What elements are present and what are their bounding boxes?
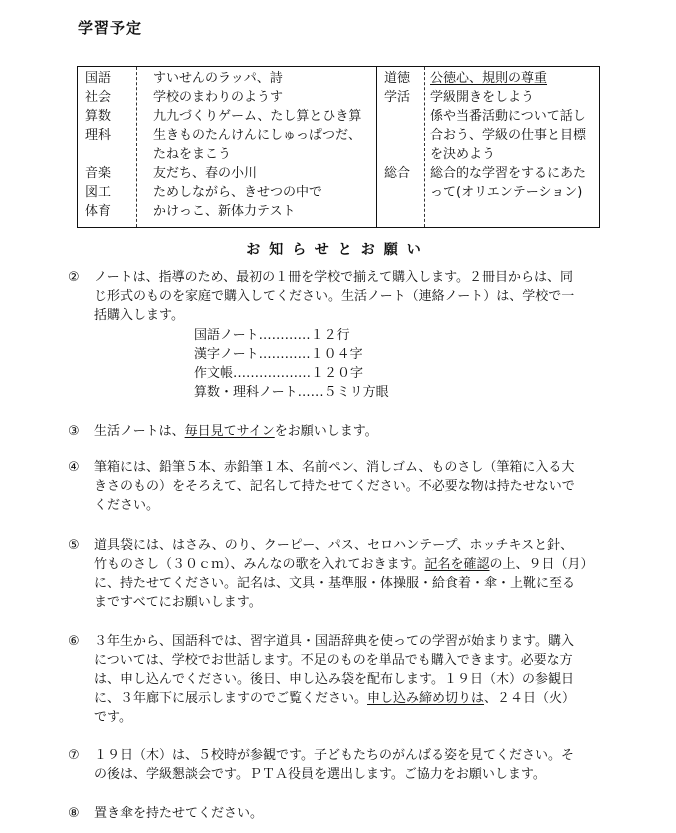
subject-label: 総合 — [384, 166, 411, 181]
subject-content: 生きものたんけんにしゅっぱつだ、 — [153, 128, 362, 143]
subject-content: すいせんのラッパ、詩 — [153, 71, 283, 86]
subject-label: 図工 — [85, 185, 112, 200]
notice-item — [68, 804, 613, 824]
schedule-row — [78, 69, 599, 88]
item-number: ② — [68, 270, 80, 285]
item-text — [94, 804, 613, 823]
schedule-row — [78, 107, 599, 126]
notebook-list — [194, 326, 389, 402]
notice-item — [68, 632, 613, 728]
item-number: ⑦ — [68, 748, 80, 763]
notebook-item: 算数・理科ノート……５ミリ方眼 — [194, 385, 389, 400]
subject-content: 学校のまわりのようす — [153, 90, 284, 105]
item-text — [94, 268, 613, 325]
subject-content: かけっこ、新体力テスト — [153, 204, 296, 219]
text-line: きさのもの）をそろえて、記名して持たせてください。不必要な物は持たせないで — [94, 479, 575, 494]
notebook-item: 漢字ノート…………１０４字 — [194, 347, 363, 362]
item-text — [94, 632, 613, 727]
text-segment: 、２４日（火） — [484, 691, 576, 706]
text-line: まですべてにお願いします。 — [94, 595, 262, 610]
text-line: 括購入します。 — [94, 308, 184, 323]
text-segment: をお願いします。 — [274, 424, 378, 439]
subject-content: 友だち、春の小川 — [153, 166, 258, 181]
text-line: は、申し込んでください。後日、申し込み袋を配布します。１９日（木）の参観日 — [94, 672, 574, 687]
text-line: 置き傘を持たせてください。 — [94, 806, 264, 821]
subject-content: 係や当番活動について話し — [430, 109, 586, 124]
text-line: ノートは、指導のため、最初の１冊を学校で揃えて購入します。２冊目からは、同 — [94, 270, 574, 285]
text-segment: の上、９日（月） — [489, 557, 594, 572]
text-line: ３年生から、国語科では、習字道具・国語辞典を使っての学習が始まります。購入 — [94, 634, 574, 649]
item-text — [94, 458, 613, 515]
notebook-item: 作文帳………………１２０字 — [194, 366, 364, 381]
text-line: については、学校でお世話します。不足のものを単品でも購入できます。必要な方 — [94, 653, 573, 668]
subject-content: を決めよう — [430, 147, 496, 162]
subject-content: って(オリエンテーション) — [430, 185, 583, 200]
text-line — [94, 555, 613, 574]
item-text — [94, 422, 613, 441]
text-segment: 竹ものさし（３０ｃｍ）、みんなの歌を入れておきます。 — [94, 557, 425, 572]
schedule-row — [78, 145, 599, 164]
item-number: ③ — [68, 424, 80, 439]
text-line: 道具袋には、はさみ、のり、クーピー、パス、セロハンテープ、ホッチキスと針、 — [94, 538, 574, 553]
notice-item — [68, 422, 613, 442]
subject-label: 国語 — [85, 71, 112, 86]
notice-item — [68, 458, 613, 516]
item-number: ④ — [68, 460, 80, 475]
item-number: ⑥ — [68, 634, 80, 649]
notice-item — [68, 536, 613, 614]
subject-content: 合おう、学級の仕事と目標 — [430, 128, 587, 143]
page-title: 学習予定 — [78, 19, 143, 37]
item-text — [94, 536, 613, 612]
text-line: ください。 — [94, 498, 160, 513]
text-line: の後は、学級懇談会です。ＰＴＡ役員を選出します。ご協力をお願いします。 — [94, 767, 546, 782]
underlined-text: 記名を確認 — [424, 557, 490, 572]
text-segment: 生活ノートは、 — [94, 424, 185, 439]
schedule-row — [78, 164, 599, 183]
subject-content: 総合的な学習をするにあた — [430, 166, 587, 181]
subject-label: 音楽 — [85, 166, 112, 181]
text-line: です。 — [94, 710, 132, 725]
item-number: ⑧ — [68, 806, 80, 821]
underlined-text: 申し込み締め切りは — [367, 691, 485, 706]
item-number: ⑤ — [68, 538, 80, 553]
underlined-text: 毎日見てサイン — [184, 424, 275, 439]
text-line: １９日（木）は、５校時が参観です。子どもたちのがんばる姿を見てください。そ — [94, 748, 574, 763]
subject-content: 公徳心、規則の尊重 — [430, 71, 548, 86]
schedule-row — [78, 126, 599, 145]
text-line: 筆箱には、鉛筆５本、赤鉛筆１本、名前ペン、消しゴム、ものさし（筆箱に入る大 — [94, 460, 575, 475]
subject-content: ためしながら、きせつの中で — [153, 185, 323, 200]
subject-label: 体育 — [85, 204, 112, 219]
subject-content: たねをまこう — [153, 147, 232, 162]
schedule-row — [78, 183, 599, 202]
notice-item — [68, 268, 613, 403]
schedule-row — [78, 202, 599, 221]
subject-label: 学活 — [384, 90, 411, 105]
subject-label: 理科 — [85, 128, 112, 143]
notebook-item: 国語ノート…………１２行 — [194, 328, 350, 343]
subject-content: 九九づくりゲーム、たし算とひき算 — [153, 109, 362, 124]
schedule-table — [77, 66, 600, 228]
subject-label: 算数 — [85, 109, 112, 124]
subject-label: 道徳 — [384, 71, 411, 86]
section-heading: お知らせとお願い — [246, 242, 430, 258]
subject-label: 社会 — [85, 90, 112, 105]
item-text — [94, 746, 613, 784]
text-line — [94, 689, 613, 708]
subject-content: 学級開きをしよう — [430, 90, 535, 105]
text-line: じ形式のものを家庭で購入してください。生活ノート（連絡ノート）は、学校で一 — [94, 289, 575, 304]
text-segment: に、３年廊下に展示しますのでご覧ください。 — [94, 691, 368, 706]
text-line: に、持たせてください。記名は、文具・基準服・体操服・給食着・傘・上靴に至る — [94, 576, 576, 591]
schedule-row — [78, 88, 599, 107]
notice-item — [68, 746, 613, 786]
